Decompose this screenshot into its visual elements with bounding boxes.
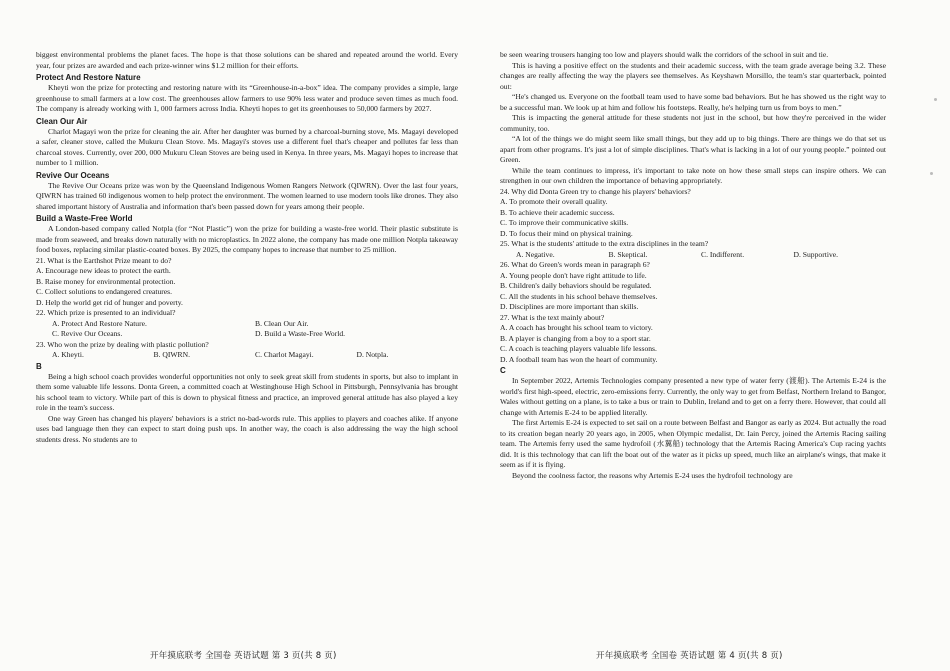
answer-option: A. To promote their overall quality. xyxy=(500,197,608,206)
question-26 xyxy=(500,260,886,313)
passage-paragraph: This is having a positive effect on the students and their academic success, with the team grade average being 3.2. These changes are really affecting the way the players see themselves. As Keyshawn Morsillo, the team's star quarterback, pointed out: xyxy=(500,60,886,91)
answer-option: C. A coach is teaching players valuable life lessons. xyxy=(500,344,657,353)
answer-option: D. Help the world get rid of hunger and poverty. xyxy=(36,297,183,307)
question-stem: 21. What is the Earthshot Prize meant to do? xyxy=(36,255,172,265)
answer-option: B. To achieve their academic success. xyxy=(500,207,615,217)
answer-option: D. Notpla. xyxy=(356,350,389,359)
page-footer-left: 开年摸底联考 全国卷 英语试题 第 3 页(共 8 页) xyxy=(150,651,337,661)
answer-option: D. Build a Waste-Free World. xyxy=(255,329,346,338)
question-stem: 25. What is the students' attitude to the extra disciplines in the team? xyxy=(500,239,709,248)
answer-option: C. Revive Our Oceans. xyxy=(52,329,123,338)
question-25 xyxy=(500,239,886,260)
passage-paragraph: Being a high school coach provides wonderful opportunities not only to seek great skill from students in sports, but also to implant in them some valuable life lessons. Donta Green, a committed coach at Westinghouse High School in Pittsburgh, Pennsylvania has brought his school team to victory. While part of this is down to physical fitness and practice, an improved general attitude has also played a key role in the team's success. xyxy=(36,371,458,412)
section-heading: Protect And Restore Nature xyxy=(36,73,141,82)
passage-paragraph: be seen wearing trousers hanging too low and players should walk the corridors of the school in suit and tie. xyxy=(500,50,829,59)
answer-option: D. Disciplines are more important than skills. xyxy=(500,302,639,311)
answer-option: D. To focus their mind on physical training. xyxy=(500,228,633,238)
passage-paragraph: While the team continues to impress, it's important to take note on how these small steps can inspire others. We can strengthen in our own children the importance of behaving appropriately. xyxy=(500,165,886,185)
scan-speck xyxy=(930,172,933,175)
passage-paragraph: “A lot of the things we do might seem like small things, but they add up to big things. There are things we do that set us apart from other programs. It's just a lot of simple disciplines. That's what is lacking in a lot of our young people.” pointed out Green. xyxy=(500,134,886,164)
question-21 xyxy=(36,256,458,309)
left-column xyxy=(36,50,458,445)
right-column xyxy=(500,50,886,481)
answer-option: C. Charlot Magayi. xyxy=(255,350,314,359)
passage-paragraph: The first Artemis E-24 is expected to set sail on a route between Belfast and Bangor as early as 2024. But actually the road to its creation began nearly 20 years ago, in 2005, when Olympic medalist, Dr. Iain Percy, joined the Artemis Racing sailing team. The Artemis ferry used the same hydrofoil (水翼船) technology that the Artemis Racing America's Cup racing yachts did. It is this technology that can lift the boat out of the water as it picks up speed, much like an airplane's wings, that make it seem as if it is flying. xyxy=(500,418,886,469)
answer-option: A. Encourage new ideas to protect the earth. xyxy=(36,266,171,275)
passage-paragraph: In September 2022, Artemis Technologies company presented a new type of water ferry (渡船). The Artemis E-24 is the world's first high-speed, electric, zero-emissions ferry. Currently, the only way to get from Belfast, Northern Ireland to Bangor, Wales without getting on a plane, is to take a bus or train to Dublin, Ireland and to get on a ferry there. However, that could all change with Artemis E-24 to be applied literally. xyxy=(500,376,886,417)
answer-option: D. A football team has won the heart of community. xyxy=(500,354,658,364)
answer-option: B. Clean Our Air. xyxy=(255,318,309,328)
intro-paragraph: biggest environmental problems the planet faces. The hope is that those solutions can be shared and repeated around the world. Every year, four prizes are awarded and each prize-winner wins $1.2 million for their efforts. xyxy=(36,50,458,70)
section-paragraph: The Revive Our Oceans prize was won by the Queensland Indigenous Women Rangers Network (QIWRN). Over the last four years, QIWRN has trained 60 indigenous women to help protect the environment. The women learned to use modern tools like drones. They also shared important history of Australia and information that's been passed down for years among their people. xyxy=(36,180,458,211)
answer-option: A. A coach has brought his school team to victory. xyxy=(500,323,653,332)
answer-option: B. QIWRN. xyxy=(153,350,190,359)
question-27 xyxy=(500,313,886,366)
answer-option: C. All the students in his school behave themselves. xyxy=(500,291,658,301)
question-24 xyxy=(500,187,886,240)
answer-option: C. Collect solutions to endangered creatures. xyxy=(36,287,173,296)
answer-option: B. Raise money for environmental protection. xyxy=(36,276,176,286)
question-stem: 27. What is the text mainly about? xyxy=(500,312,605,322)
section-letter: B xyxy=(36,361,42,371)
question-stem: 22. Which prize is presented to an individual? xyxy=(36,308,176,317)
answer-option: B. Children's daily behaviors should be regulated. xyxy=(500,281,652,290)
question-22 xyxy=(36,308,458,340)
section-heading: Revive Our Oceans xyxy=(36,170,110,180)
answer-option: C. Indifferent. xyxy=(701,249,745,259)
answer-option: A. Negative. xyxy=(516,249,555,259)
passage-paragraph: This is impacting the general attitude for these students not just in the school, but how they're perceived in the wider community, too. xyxy=(500,113,886,133)
question-stem: 23. Who won the prize by dealing with plastic pollution? xyxy=(36,339,209,349)
question-stem: 24. Why did Donta Green try to change his players' behaviors? xyxy=(500,186,691,196)
passage-paragraph: “He's changed us. Everyone on the football team used to have some bad behaviors. But he has showed us the right way to be a successful man. We look up at him and follow his footsteps. Really, he's helping turn us from boys to men.” xyxy=(500,92,886,112)
section-paragraph: Kheyti won the prize for protecting and restoring nature with its “Greenhouse-in-a-box” idea. The company provides a simple, large greenhouse to small farmers at a low cost. The greenhouses allow farmers to use 90% less water and produce seven times as much food. The company is already working with 1, 000 farmers across India. Kheyti hopes to get its greenhouses to 50,000 farmers by 2027. xyxy=(36,83,458,113)
section-heading: Build a Waste-Free World xyxy=(36,214,133,223)
answer-option: D. Supportive. xyxy=(793,249,839,259)
section-letter: C xyxy=(500,366,506,375)
answer-option: A. Protect And Restore Nature. xyxy=(52,318,147,328)
answer-option: A. Kheyti. xyxy=(52,350,84,359)
question-stem: 26. What do Green's words mean in paragraph 6? xyxy=(500,260,650,269)
scan-speck xyxy=(934,98,937,101)
passage-paragraph: One way Green has changed his players' behaviors is a strict no-bad-words rule. This applies to players and coaches alike. If anyone uses bad language then they can expect to start doing push ups. In another way, the coach is also addressing the way the high school students dress. No students are to xyxy=(36,413,458,444)
page-footer-right: 开年摸底联考 全国卷 英语试题 第 4 页(共 8 页) xyxy=(596,651,783,661)
section-heading: Clean Our Air xyxy=(36,116,88,126)
passage-paragraph: Beyond the coolness factor, the reasons why Artemis E-24 uses the hydrofoil technology are xyxy=(512,470,793,480)
answer-option: B. A player is changing from a boy to a sport star. xyxy=(500,333,651,343)
answer-option: B. Skeptical. xyxy=(608,249,648,259)
answer-option: A. Young people don't have right attitude to life. xyxy=(500,270,647,280)
section-paragraph: Charlot Magayi won the prize for cleaning the air. After her daughter was burned by a charcoal-burning stove, Ms. Magayi developed a safer, cleaner stove, called the Mukuru Clean Stove. Ms. Magayi's stoves use a different fuel that's cheaper and pollutes far less than charcoal stoves. Currently, over 200, 000 Mukuru Clean Stoves are being used in Kenya. In three years, Ms. Magayi hopes to increase that number to 1 million. xyxy=(36,126,458,167)
answer-option: C. To improve their communicative skills. xyxy=(500,218,629,227)
section-paragraph: A London-based company called Notpla (for “Not Plastic”) won the prize for building a waste-free world. Their plastic substitute is made from seaweed, and breaks down naturally with no microplastics. In 2022 alone, the company has made one million Notpla takeaway food boxes, replacing similar plastic-coated boxes. By 2025, the company hopes to increase that number to 25 million. xyxy=(36,224,458,254)
question-23 xyxy=(36,340,458,361)
